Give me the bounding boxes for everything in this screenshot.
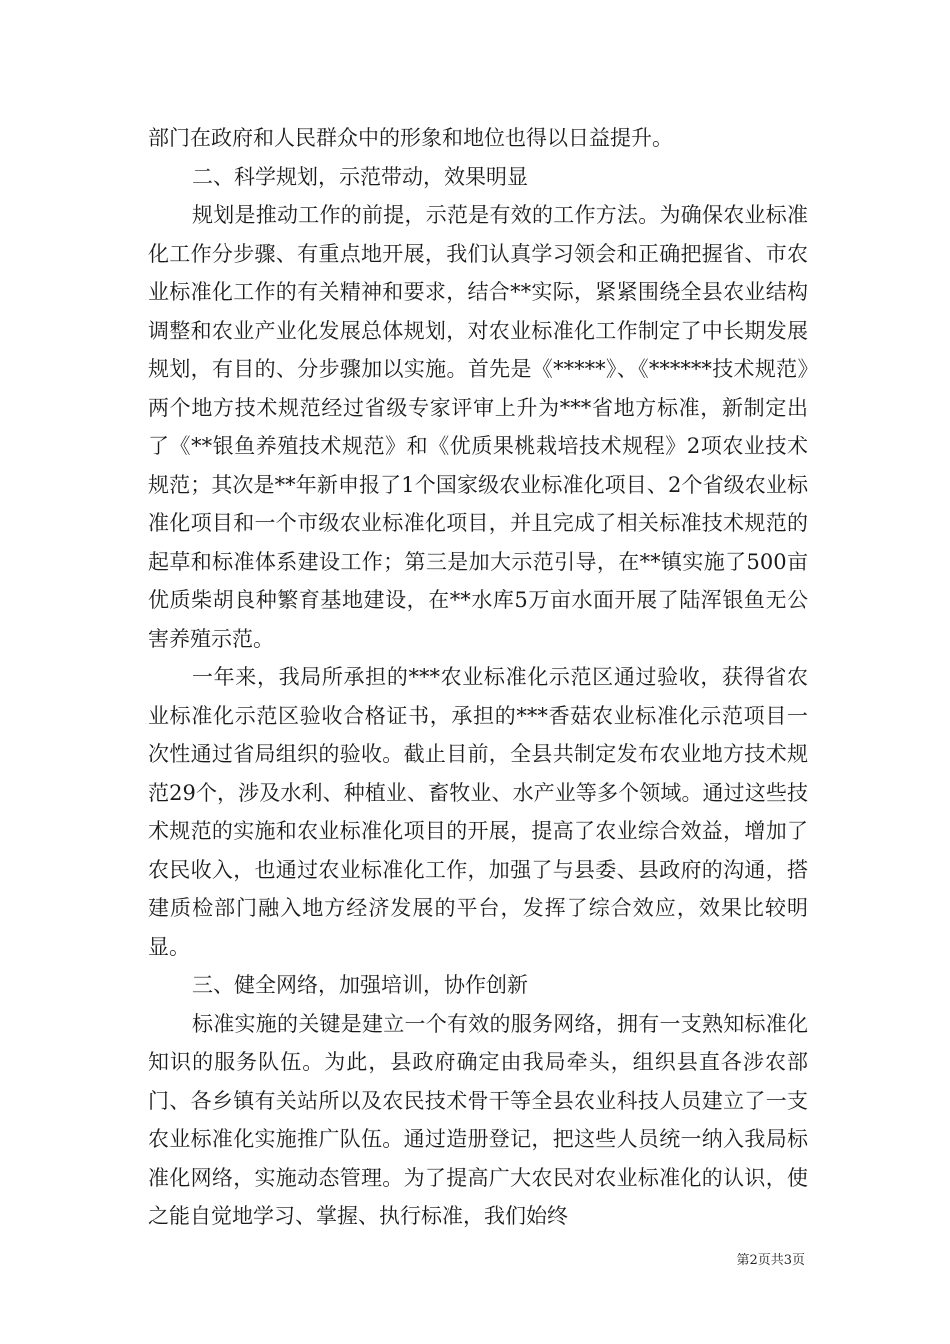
paragraph-network: 标准实施的关键是建立一个有效的服务网络，拥有一支熟知标准化知识的服务队伍。为此，县政府确定由我局牵头，组织县直各涉农部门、各乡镇有关站所以及农民技术骨干等全县农业科技人员建立了一支农业标准化实施推广队伍。通过造册登记，把这些人员统一纳入我局标准化网络，实施动态管理。为了提高广大农民对农业标准化的认识，使之能自觉地学习、掌握、执行标准，我们始终 bbox=[148, 1011, 808, 1228]
paragraph-continuation: 部门在政府和人民群众中的形象和地位也得以日益提升。 bbox=[148, 126, 673, 150]
paragraph-results: 一年来，我局所承担的***农业标准化示范区通过验收，获得省农业标准化示范区验收合格证书，承担的***香菇农业标准化示范项目一次性通过省局组织的验收。截止目前，全县共制定发布农业地方技术规范29个，涉及水利、种植业、畜牧业、水产业等多个领域。通过这些技术规范的实施和农业标准化项目的开展，提高了农业综合效益，增加了农民收入，也通过农业标准化工作，加强了与县委、县政府的沟通，搭建质检部门融入地方经济发展的平台，发挥了综合效应，效果比较明显。 bbox=[148, 665, 808, 959]
paragraph-planning: 规划是推动工作的前提，示范是有效的工作方法。为确保农业标准化工作分步骤、有重点地开展，我们认真学习领会和正确把握省、市农业标准化工作的有关精神和要求，结合**实际，紧紧围绕全县农业结构调整和农业产业化发展总体规划，对农业标准化工作制定了中长期发展规划，有目的、分步骤加以实施。首先是《*****》、《******技术规范》两个地方技术规范经过省级专家评审上升为***省地方标准，新制定出了《**银鱼养殖技术规范》和《优质果桃栽培技术规程》2项农业技术规范；其次是**年新申报了1个国家级农业标准化项目、2个省级农业标准化项目和一个市级农业标准化项目，并且完成了相关标准技术规范的起草和标准体系建设工作；第三是加大示范引导，在**镇实施了500亩优质柴胡良种繁育基地建设，在**水库5万亩水面开展了陆浑银鱼无公害养殖示范。 bbox=[148, 203, 808, 651]
section-heading-3: 三、健全网络，加强培训，协作创新 bbox=[192, 973, 528, 997]
page-number-footer: 第2页共3页 bbox=[736, 1253, 805, 1268]
section-heading-2: 二、科学规划，示范带动，效果明显 bbox=[192, 164, 528, 189]
document-body bbox=[148, 119, 808, 1236]
